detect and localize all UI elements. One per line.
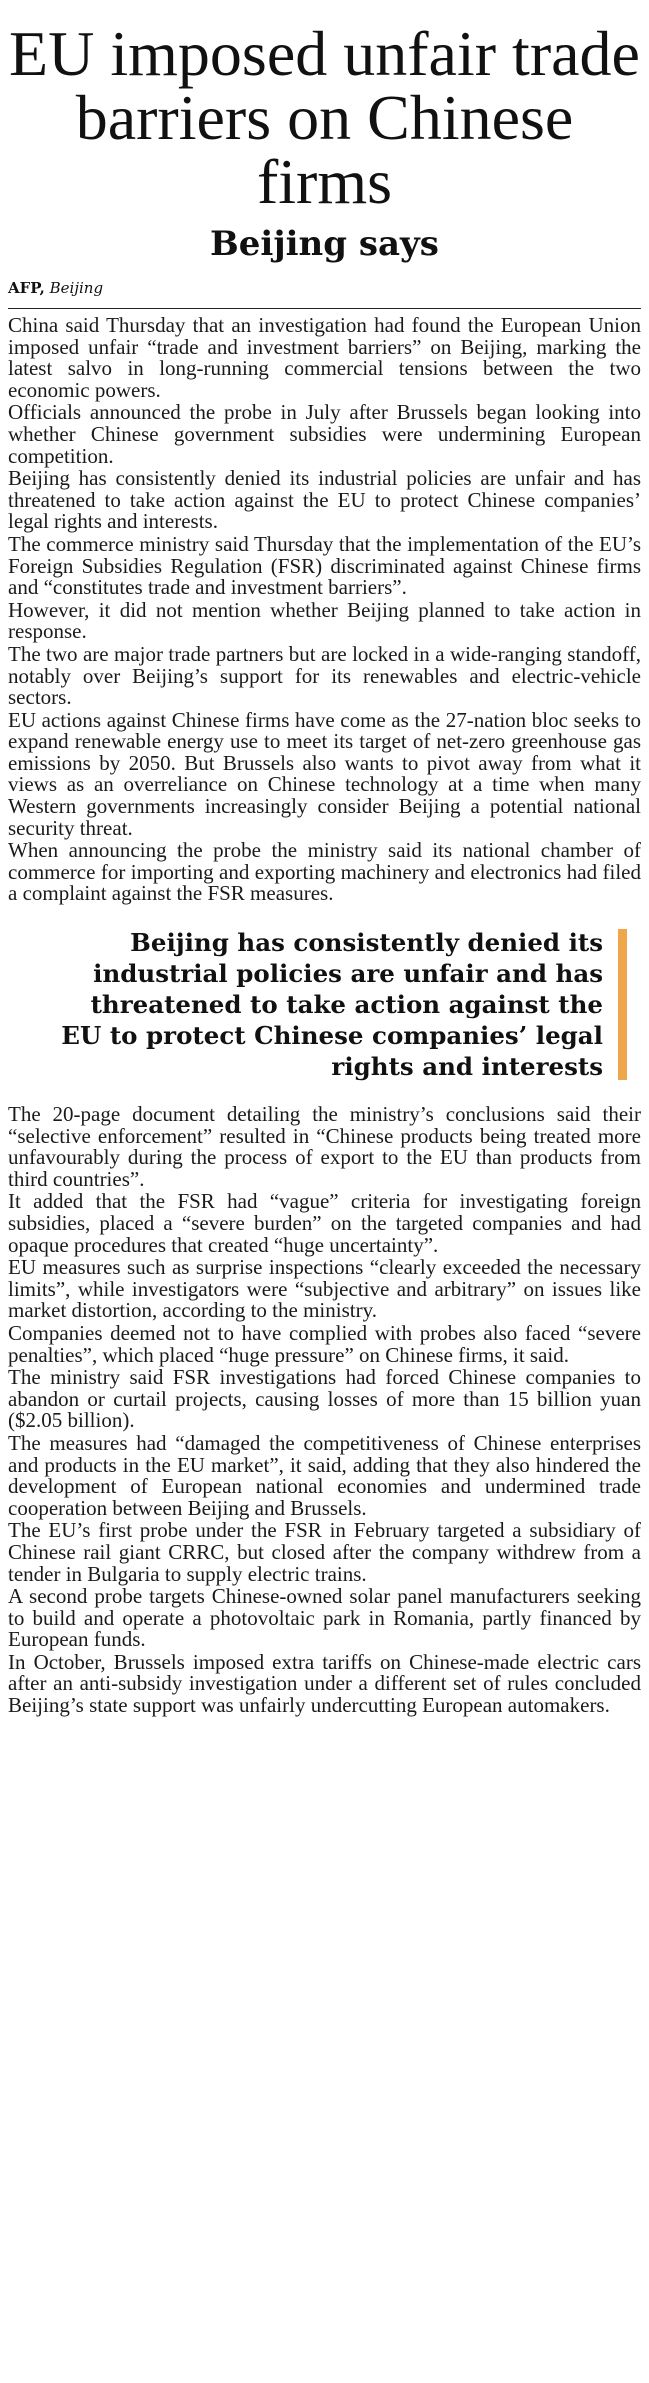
paragraph: A second probe targets Chinese-owned solar panel manufacturers seeking to build and operate a photovoltaic park in Romania, partly financed by European funds. [8,1584,641,1652]
paragraph: Beijing has consistently denied its industrial policies are unfair and has threatened to take action against the EU to protect Chinese companies’ legal rights and interests. [8,466,641,534]
article-body [0,309,649,1717]
byline-agency: AFP, [8,279,45,297]
paragraph: It added that the FSR had “vague” criteria for investigating foreign subsidies, placed a “severe burden” on the targeted companies and had opaque procedures that created “huge uncertainty”. [8,1189,641,1257]
paragraph: The measures had “damaged the competitiveness of Chinese enterprises and products in the EU market”, it said, adding that they also hindered the development of European national economies and undermined trade cooperation between Beijing and Brussels. [8,1430,641,1520]
body-section-1 [8,315,641,905]
body-section-2 [8,1104,641,1717]
paragraph: Officials announced the probe in July after Brussels began looking into whether Chinese government subsidies were undermining European competition. [8,400,641,468]
paragraph: However, it did not mention whether Beijing planned to take action in response. [8,597,641,644]
paragraph: The EU’s first probe under the FSR in February targeted a subsidiary of Chinese rail giant CRRC, but closed after the company withdrew from a tender in Bulgaria to supply electric trains. [8,1518,641,1586]
pull-quote-accent-bar [618,929,627,1080]
paragraph: Companies deemed not to have complied with probes also faced “severe penalties”, which placed “huge pressure” on Chinese firms, it said. [8,1320,641,1367]
paragraph: EU actions against Chinese firms have come as the 27-nation bloc seeks to expand renewable energy use to meet its target of net-zero greenhouse gas emissions by 2050. But Brussels also wants to pivot away from what it views as an overreliance on Chinese technology at a time when many Western governments increasingly consider Beijing a potential national security threat. [8,707,641,840]
byline-place: Beijing [49,279,104,297]
paragraph: The 20-page document detailing the ministry’s conclusions said their “selective enforcement” resulted in “Chinese products being treated more unfavourably during the process of export to the EU than products from third countries”. [8,1102,641,1191]
paragraph: EU measures such as surprise inspections “clearly exceeded the necessary limits”, while investigators were “subjective and arbitrary” on issues like market distortion, according to the ministry. [8,1255,641,1323]
paragraph: The two are major trade partners but are locked in a wide-ranging standoff, notably over Beijing’s support for its renewables and electric-vehicle sectors. [8,641,641,710]
byline [0,278,649,298]
paragraph: China said Thursday that an investigation had found the European Union imposed unfair “trade and investment barriers” on Beijing, marking the latest salvo in long-running commercial tensions between the two economic powers. [8,313,641,402]
paragraph: In October, Brussels imposed extra tariffs on Chinese-made electric cars after an anti-subsidy investigation under a different set of rules concluded Beijing’s state support was unfairly undercutting European automakers. [8,1649,641,1718]
paragraph: The ministry said FSR investigations had forced Chinese companies to abandon or curtail projects, causing losses of more than 15 billion yuan ($2.05 billion). [8,1365,641,1433]
subheadline: Beijing says [210,224,439,264]
pull-quote-text: Beijing has consistently denied its industrial policies are unfair and has threatened to take action against the EU to protect Chinese companies’ legal rights and interests [61,928,603,1082]
paragraph: The commerce ministry said Thursday that the implementation of the EU’s Foreign Subsidies Regulation (FSR) discriminated against Chinese firms and “constitutes trade and investment barriers”. [8,531,641,600]
paragraph: When announcing the probe the ministry said its national chamber of commerce for importing and exporting machinery and electronics had filed a complaint against the FSR measures. [8,838,641,906]
pull-quote [16,919,633,1088]
headline: EU imposed unfair trade barriers on Chinese firms [9,18,640,217]
